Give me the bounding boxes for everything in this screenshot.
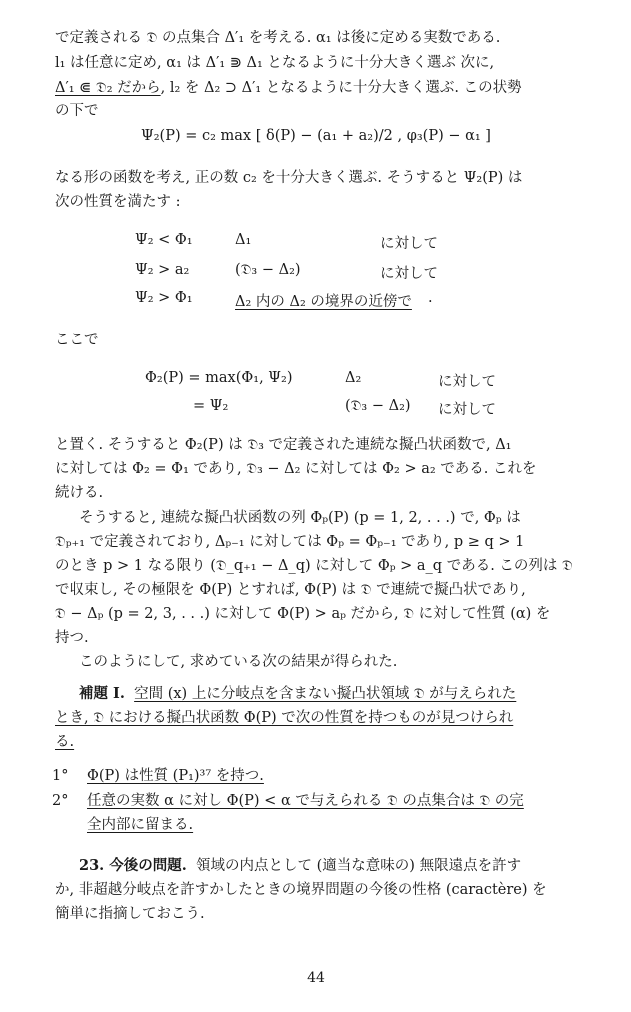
condition-note: に対して	[380, 236, 438, 252]
formula-psi2: Ψ₂(P) = c₂ max [ δ(P) − (a₁ + a₂)/2 , φ₃(P) − α₁ ]	[141, 128, 491, 144]
section23-line2: か, 非超越分岐点を許すかしたときの境界問題の今後の性格 (caractère) を	[55, 882, 547, 898]
para5: このようにして, 求めている次の結果が得られた.	[79, 654, 398, 670]
section23-line3: 簡単に指摘しておこう.	[55, 906, 205, 922]
para4-line5: 𝔇 − Δₚ (p = 2, 3, . . .) に対して Φ(P) > aₚ だから, 𝔇 に対して性質 (α) を	[55, 606, 551, 622]
condition-relation: Ψ₂ > Φ₁	[135, 290, 193, 306]
para4-line6: 持つ.	[55, 630, 89, 646]
page	[52, 0, 577, 1012]
condition-relation: Ψ₂ > a₂	[135, 262, 190, 278]
phi2-note: に対して	[438, 374, 496, 390]
page-number: 44	[307, 970, 325, 986]
phi2-lhs: Φ₂(P) = max(Φ₁, Ψ₂)	[145, 370, 293, 386]
phi2-lhs: = Ψ₂	[193, 398, 229, 414]
property-text-cont: 全内部に留まる.	[87, 817, 194, 833]
para1-line3	[55, 78, 522, 98]
para1-line3-rest: , l₂ を Δ₂ ⊃ Δ′₁ となるように十分大きく選ぶ. この状勢	[160, 80, 522, 96]
para1-line2: l₁ は任意に定め, α₁ は Δ′₁ ⋑ Δ₁ となるように十分大きく選ぶ 次に,	[55, 55, 495, 71]
para4-line4: で収束し, その極限を Φ(P) とすれば, Φ(P) は 𝔇 で連続で擬凸状であり,	[55, 582, 526, 598]
property-text: Φ(P) は性質 (P₁)³⁷ を持つ.	[87, 768, 264, 784]
lemma-line3: る.	[55, 734, 75, 750]
koko-de: ここで	[55, 332, 99, 348]
condition-note: .	[428, 290, 433, 306]
para3-line3: 続ける.	[55, 485, 104, 501]
condition-relation: Ψ₂ < Φ₁	[135, 232, 193, 248]
para1-line1: で定義される 𝔇 の点集合 Δ′₁ を考える. α₁ は後に定める実数である.	[55, 30, 501, 46]
condition-domain: (𝔇₃ − Δ₂)	[235, 262, 301, 278]
para2-line2: 次の性質を満たす :	[55, 194, 181, 210]
condition-domain: Δ₁	[235, 232, 252, 248]
section23-line1	[79, 856, 521, 876]
phi2-domain: (𝔇₃ − Δ₂)	[345, 398, 411, 414]
property-num: 1°	[52, 768, 69, 784]
phi2-note: に対して	[438, 402, 496, 418]
para1-line4: の下で	[55, 103, 99, 119]
para3-line1: と置く. そうすると Φ₂(P) は 𝔇₃ で定義された連続な擬凸状函数で, Δ₁	[55, 437, 512, 453]
phi2-domain: Δ₂	[345, 370, 362, 386]
para2-line1: なる形の函数を考え, 正の数 c₂ を十分大きく選ぶ. そうすると Ψ₂(P) は	[55, 170, 523, 186]
para4-line2: 𝔇ₚ₊₁ で定義されており, Δₚ₋₁ に対しては Φₚ = Φₚ₋₁ であり, p ≥ q > 1	[55, 534, 525, 550]
lemma-text1: 空間 (x) 上に分岐点を含まない擬凸状領域 𝔇 が与えられた	[134, 686, 517, 702]
property-text: 任意の実数 α に対し Φ(P) < α で与えられる 𝔇 の点集合は 𝔇 の完	[87, 793, 524, 809]
lemma-label: 補題 I.	[79, 685, 125, 702]
section23-heading: 23. 今後の問題.	[79, 857, 187, 874]
property-num: 2°	[52, 793, 69, 809]
lemma-line2: とき, 𝔇 における擬凸状函数 Φ(P) で次の性質を持つものが見つけられ	[55, 710, 514, 726]
para4-line1: そうすると, 連続な擬凸状函数の列 Φₚ(P) (p = 1, 2, . . .) で, Φₚ は	[79, 510, 521, 526]
section23-text1: 領域の内点として (適当な意味の) 無限遠点を許す	[196, 858, 522, 874]
para1-line3-underlined: Δ′₁ ⋐ 𝔇₂ だから	[55, 80, 161, 96]
condition-domain: Δ₂ 内の Δ₂ の境界の近傍で	[235, 294, 412, 310]
para4-line3: のとき p > 1 なる限り (𝔇_q₊₁ − Δ_q) に対して Φₚ > a_q である. この列は 𝔇	[55, 558, 573, 574]
para3-line2: に対しては Φ₂ = Φ₁ であり, 𝔇₃ − Δ₂ に対しては Φ₂ > a₂ である. これを	[55, 461, 537, 477]
condition-note: に対して	[380, 266, 438, 282]
lemma-line1	[79, 684, 516, 704]
